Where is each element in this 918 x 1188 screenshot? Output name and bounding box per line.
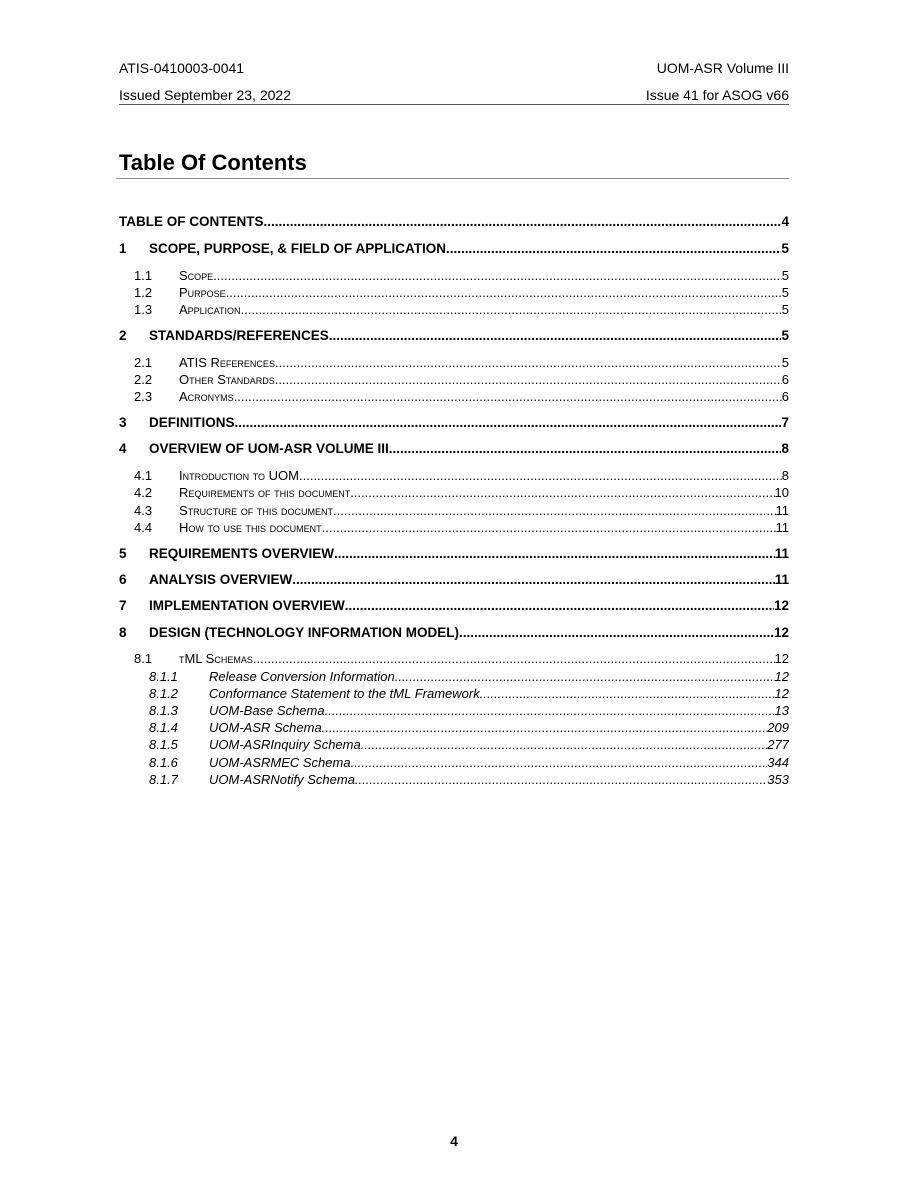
toc-entry[interactable] [119, 669, 789, 684]
toc-entry-title: Introduction to UOM [179, 468, 299, 483]
toc-entry-title: tML Schemas [179, 651, 253, 666]
toc-entry-number: 2 [119, 328, 127, 343]
dot-leader [213, 268, 782, 283]
toc-entry-page: 8 [781, 468, 789, 483]
toc-entry-number: 1.3 [134, 302, 153, 317]
page-title: Table Of Contents [119, 150, 307, 175]
toc-entry-number: 8.1.7 [149, 772, 178, 787]
toc-entry-title: DEFINITIONS [149, 415, 235, 430]
dot-leader [389, 441, 782, 457]
dot-leader [395, 669, 775, 684]
toc-entry-title: UOM-ASR Schema [209, 720, 322, 735]
header-divider [119, 104, 789, 105]
toc-entry-number: 2.1 [134, 355, 153, 370]
issue-info: Issue 41 for ASOG v66 [645, 87, 789, 103]
dot-leader [264, 214, 782, 230]
dot-leader [322, 520, 776, 535]
toc-entry-page: 6 [781, 389, 789, 404]
toc-entry-number: 4 [119, 441, 127, 456]
toc-entry-page: 11 [774, 572, 789, 587]
header-row-top [119, 60, 789, 76]
doc-name: UOM-ASR Volume III [656, 60, 789, 76]
toc-entry-page: 6 [781, 372, 789, 387]
doc-id: ATIS-0410003-0041 [119, 60, 245, 76]
toc-entry-page: 12 [774, 686, 789, 701]
toc-entry-page: 5 [781, 241, 789, 256]
toc-entry-page: 12 [773, 625, 789, 640]
toc-entry-title: Conformance Statement to the tML Framework [209, 686, 480, 701]
dot-leader [292, 572, 774, 588]
page-number: 4 [450, 1133, 458, 1149]
document-page [119, 0, 789, 1188]
toc-entry-number: 8.1.3 [149, 703, 178, 718]
dot-leader [459, 625, 774, 641]
toc-entry-number: 1.2 [134, 285, 153, 300]
toc-entry-number: 6 [119, 572, 127, 587]
dot-leader [480, 686, 775, 701]
toc-entry-page: 12 [773, 598, 789, 613]
toc-entry-number: 1 [119, 241, 127, 256]
toc-entry-page: 5 [781, 285, 789, 300]
toc-entry-page: 10 [774, 485, 789, 500]
dot-leader [275, 355, 782, 370]
toc-entry[interactable] [119, 720, 789, 735]
toc-entry-number: 5 [119, 546, 127, 561]
toc-entry-number: 8.1 [134, 651, 153, 666]
toc-entry-number: 2.3 [134, 389, 153, 404]
toc-entry-title: SCOPE, PURPOSE, & FIELD OF APPLICATION [149, 241, 447, 256]
toc-entry-title: UOM-ASRNotify Schema [209, 772, 355, 787]
toc-entry-page: 344 [767, 755, 789, 770]
header-row-bottom [119, 87, 789, 103]
dot-leader [253, 651, 775, 666]
toc-entry[interactable] [119, 302, 789, 317]
dot-leader [299, 468, 782, 483]
toc-entry-number: 7 [119, 598, 127, 613]
toc-entry-title: How to use this document [179, 520, 322, 535]
toc-entry-title: UOM-ASRInquiry Schema [209, 737, 361, 752]
toc-entry[interactable] [119, 572, 789, 588]
toc-entry-page: 8 [781, 441, 789, 456]
dot-leader [275, 372, 782, 387]
dot-leader [355, 772, 767, 787]
dot-leader [361, 737, 768, 752]
toc-entry[interactable] [119, 214, 789, 230]
toc-entry[interactable] [119, 772, 789, 787]
dot-leader [241, 302, 782, 317]
toc-entry[interactable] [119, 485, 789, 500]
dot-leader [322, 720, 768, 735]
toc-entry-number: 4.3 [134, 503, 153, 518]
toc-entry-page: 12 [774, 651, 789, 666]
toc-entry-number: 1.1 [134, 268, 153, 283]
toc-entry-page: 7 [781, 415, 789, 430]
toc-entry-number: 8.1.1 [149, 669, 178, 684]
toc-entry-title: STANDARDS/REFERENCES [149, 328, 329, 343]
issued-date: Issued September 23, 2022 [119, 87, 292, 103]
dot-leader [235, 415, 782, 431]
toc-entry-page: 12 [774, 669, 789, 684]
toc-entry[interactable] [119, 389, 789, 404]
toc-entry[interactable] [119, 415, 789, 431]
dot-leader [446, 241, 781, 257]
toc-entry-page: 5 [781, 268, 789, 283]
toc-entry-number: 8.1.6 [149, 755, 178, 770]
toc-entry-number: 4.4 [134, 520, 153, 535]
toc-entry[interactable] [119, 755, 789, 770]
toc-entry[interactable] [119, 737, 789, 752]
toc-entry[interactable] [119, 285, 789, 300]
toc-entry[interactable] [119, 546, 789, 562]
toc-entry-title: Other Standards [179, 372, 275, 387]
toc-entry-page: 11 [775, 503, 789, 518]
toc-entry-title: ANALYSIS OVERVIEW [149, 572, 293, 587]
toc-entry[interactable] [119, 520, 789, 535]
toc-entry-number: 3 [119, 415, 127, 430]
dot-leader [329, 328, 782, 344]
toc-entry-title: REQUIREMENTS OVERVIEW [149, 546, 335, 561]
toc-entry-number: 4.1 [134, 468, 153, 483]
toc-entry-title: Acronyms [179, 389, 234, 404]
toc-entry[interactable] [119, 355, 789, 370]
dot-leader [226, 285, 782, 300]
toc-entry-page: 5 [781, 302, 789, 317]
toc-entry[interactable] [119, 268, 789, 283]
toc-entry-title: ATIS References [179, 355, 275, 370]
dot-leader [333, 503, 776, 518]
toc-entry[interactable] [119, 625, 789, 641]
toc-entry-title: DESIGN (TECHNOLOGY INFORMATION MODEL) [149, 625, 459, 640]
toc-entry-number: 8.1.5 [149, 737, 178, 752]
dot-leader [345, 598, 774, 614]
toc-entry[interactable] [119, 241, 789, 257]
toc-entry[interactable] [119, 703, 789, 718]
toc-entry-page: 5 [781, 328, 789, 343]
toc-entry[interactable] [119, 468, 789, 483]
toc-entry-page: 13 [774, 703, 789, 718]
dot-leader [350, 485, 774, 500]
toc-entry-title: OVERVIEW OF UOM-ASR VOLUME III [149, 441, 389, 456]
toc-entry-title: Requirements of this document [179, 485, 351, 500]
toc-entry-page: 277 [767, 737, 789, 752]
toc-entry[interactable] [119, 686, 789, 701]
toc-entry[interactable] [119, 328, 789, 344]
toc-entry-page: 11 [774, 546, 789, 561]
toc-entry-title: Structure of this document [179, 503, 333, 518]
toc-entry-title: Application [179, 302, 241, 317]
toc-entry-title: Scope [179, 268, 214, 283]
toc-entry-number: 4.2 [134, 485, 153, 500]
dot-leader [234, 389, 782, 404]
toc-entry[interactable] [119, 598, 789, 614]
toc-entry-number: 2.2 [134, 372, 153, 387]
toc-entry-number: 8.1.2 [149, 686, 178, 701]
toc-entry-title: TABLE OF CONTENTS [119, 214, 264, 229]
toc-entry-page: 353 [767, 772, 789, 787]
toc-entry-title: UOM-ASRMEC Schema [209, 755, 351, 770]
dot-leader [351, 755, 768, 770]
dot-leader [325, 703, 775, 718]
toc-entry[interactable] [119, 503, 789, 518]
title-divider [116, 178, 789, 179]
toc-entry-page: 11 [775, 520, 789, 535]
toc-entry-title: Release Conversion Information [209, 669, 395, 684]
toc-entry-title: IMPLEMENTATION OVERVIEW [149, 598, 345, 613]
toc-entry-number: 8.1.4 [149, 720, 178, 735]
toc-entry[interactable] [119, 372, 789, 387]
toc-entry-title: UOM-Base Schema [209, 703, 325, 718]
toc-entry-title: Purpose [179, 285, 226, 300]
toc-entry-page: 209 [767, 720, 789, 735]
toc-entry-page: 4 [781, 214, 789, 229]
dot-leader [334, 546, 775, 562]
toc-entry[interactable] [119, 441, 789, 457]
toc-entry-page: 5 [781, 355, 789, 370]
toc-entry-number: 8 [119, 625, 127, 640]
toc-entry[interactable] [119, 651, 789, 666]
